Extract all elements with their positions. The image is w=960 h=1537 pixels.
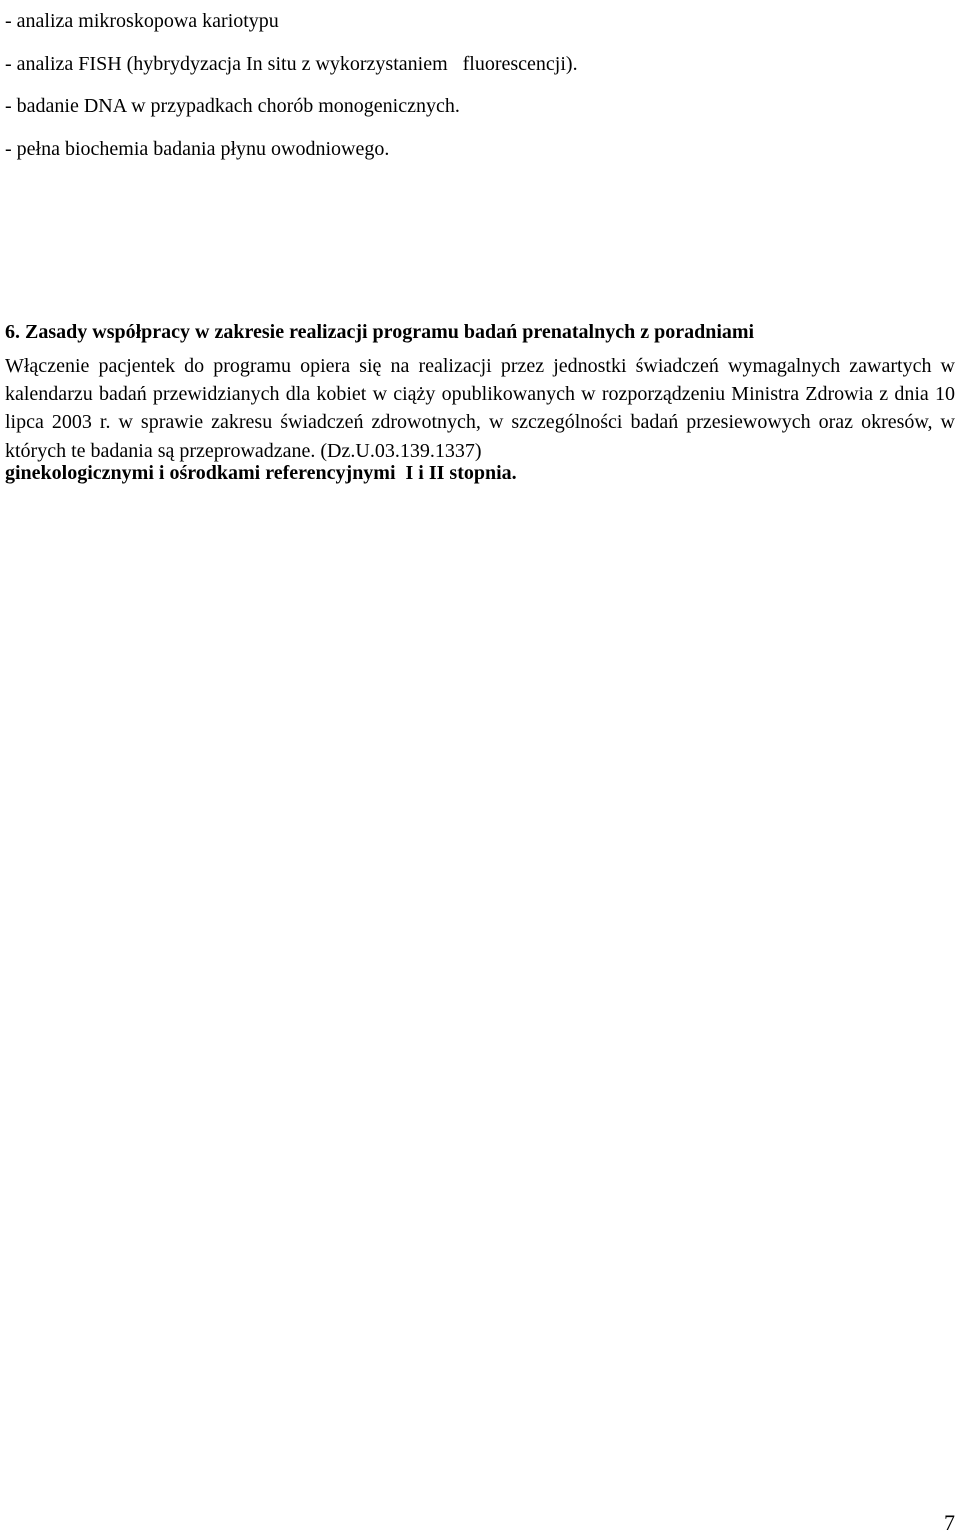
list-item: - badanie DNA w przypadkach chorób monogenicznych. xyxy=(5,95,460,117)
list-item: - analiza mikroskopowa kariotypu xyxy=(5,10,279,32)
test-list xyxy=(5,0,945,170)
page-number: 7 xyxy=(944,1510,955,1535)
section-heading-line-2: ginekologicznymi i ośrodkami referencyjnymi I i II stopnia. xyxy=(5,462,517,484)
list-item: - analiza FISH (hybrydyzacja In situ z wykorzystaniem fluorescencji). xyxy=(5,52,578,75)
section-heading-line-1: 6. Zasady współpracy w zakresie realizacji programu badań prenatalnych z poradniami xyxy=(5,321,755,343)
body-paragraph: Włączenie pacjentek do programu opiera się na realizacji przez jednostki świadczeń wymagalnych zawartych w kalendarzu badań przewidzianych dla kobiet w ciąży opublikowanych w rozporządzeniu Ministra Zdrowia z dnia 10 lipca 2003 r. w sprawie zakresu świadczeń zdrowotnych, w szczególności badań przesiewowych oraz okresów, w których te badania są przeprowadzane. (Dz.U.03.139.1337) xyxy=(5,355,955,462)
list-item: - pełna biochemia badania płynu owodniowego. xyxy=(5,137,390,160)
